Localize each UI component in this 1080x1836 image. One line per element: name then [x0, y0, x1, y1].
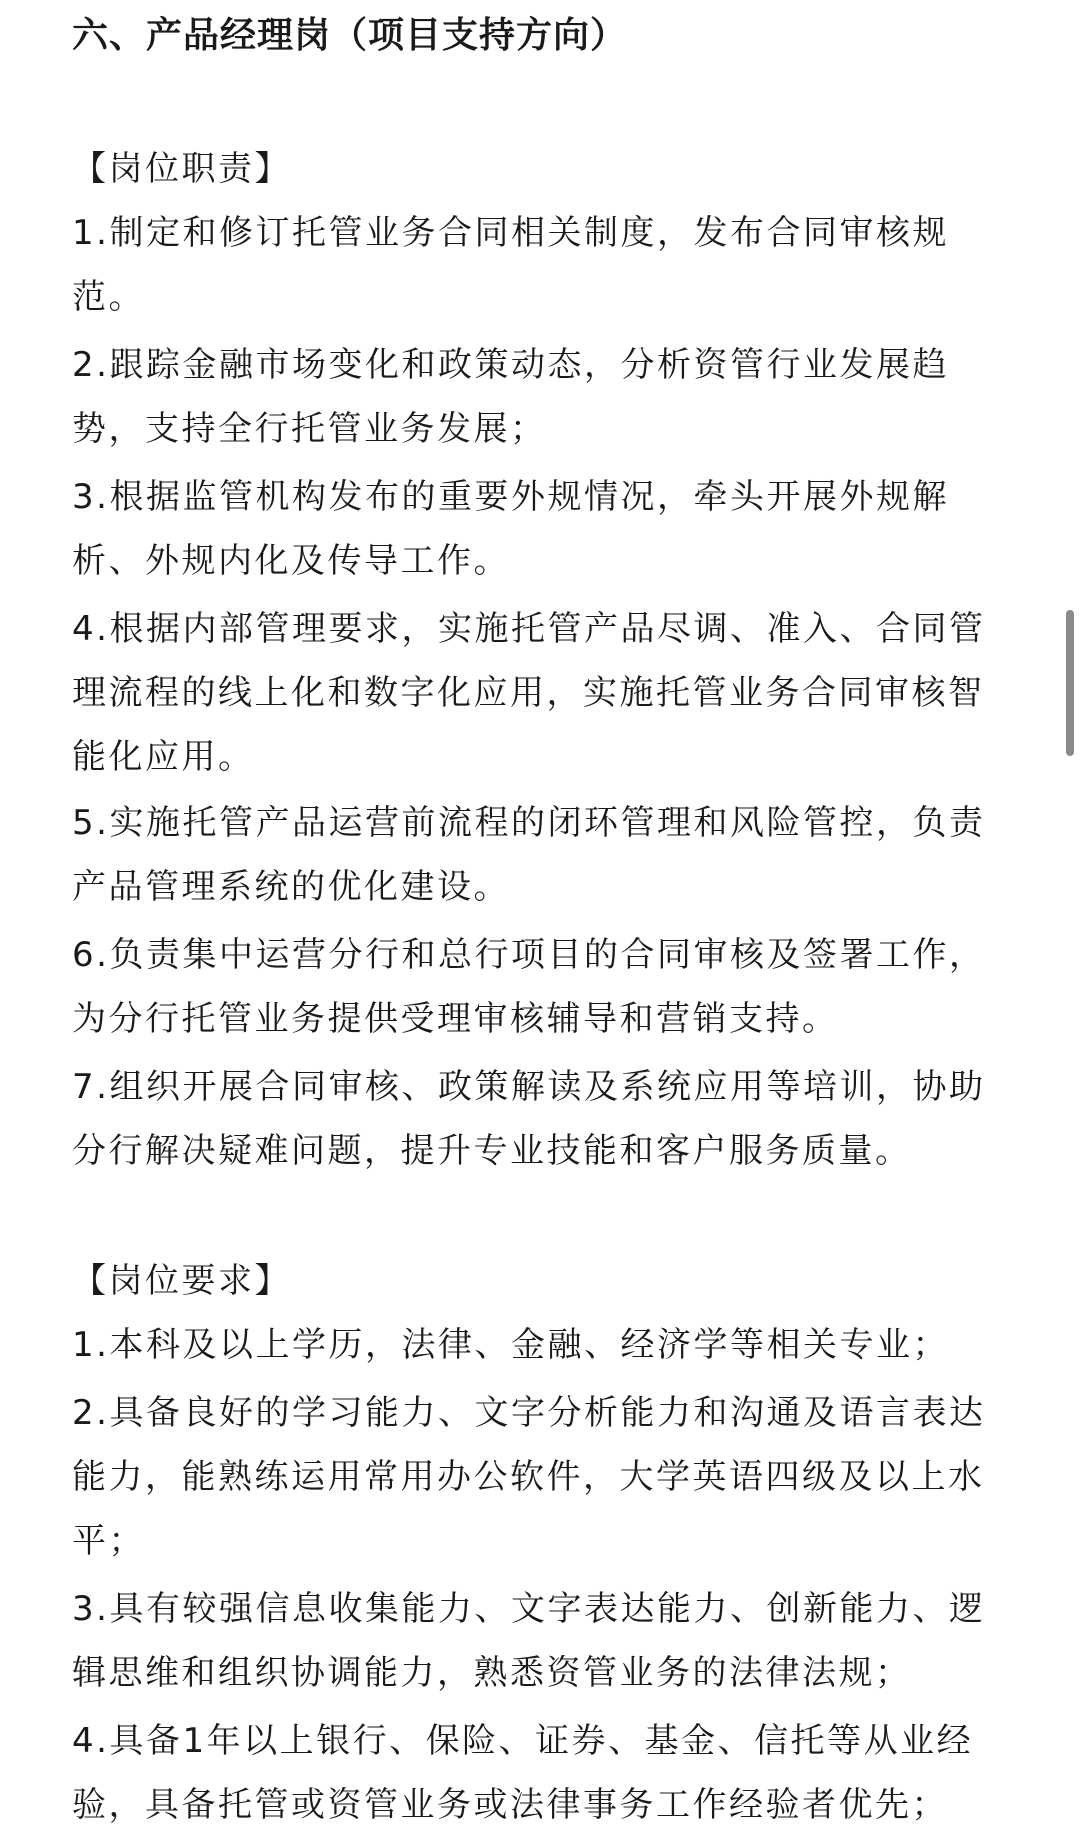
- requirement-line: 平；: [72, 1521, 145, 1561]
- responsibility-line: 3.根据监管机构发布的重要外规情况，牵头开展外规解: [72, 477, 949, 517]
- responsibility-line: 2.跟踪金融市场变化和政策动态，分析资管行业发展趋: [72, 345, 949, 385]
- responsibilities-heading: 【岗位职责】: [72, 149, 291, 189]
- responsibility-line: 范。: [72, 277, 145, 317]
- responsibility-line: 4.根据内部管理要求，实施托管产品尽调、准入、合同管: [72, 609, 986, 649]
- responsibility-line: 势，支持全行托管业务发展；: [72, 409, 547, 449]
- requirement-line: 3.具有较强信息收集能力、文字表达能力、创新能力、逻: [72, 1589, 986, 1629]
- requirement-line: 1.本科及以上学历，法律、金融、经济学等相关专业；: [72, 1325, 949, 1365]
- responsibility-line: 能化应用。: [72, 737, 255, 777]
- responsibility-line: 6.负责集中运营分行和总行项目的合同审核及签署工作，: [72, 935, 986, 975]
- responsibility-line: 产品管理系统的优化建设。: [72, 867, 510, 907]
- requirement-line: 4.具备1年以上银行、保险、证券、基金、信托等从业经: [72, 1721, 974, 1761]
- section-title: 六、产品经理岗（项目支持方向）: [72, 15, 628, 56]
- vertical-scrollbar[interactable]: [1066, 610, 1074, 756]
- responsibility-line: 分行解决疑难问题，提升专业技能和客户服务质量。: [72, 1131, 912, 1171]
- responsibility-line: 5.实施托管产品运营前流程的闭环管理和风险管控，负责: [72, 803, 986, 843]
- responsibility-line: 为分行托管业务提供受理审核辅导和营销支持。: [72, 999, 839, 1039]
- responsibility-line: 7.组织开展合同审核、政策解读及系统应用等培训，协助: [72, 1067, 986, 1107]
- requirement-line: 2.具备良好的学习能力、文字分析能力和沟通及语言表达: [72, 1393, 986, 1433]
- requirement-line: 辑思维和组织协调能力，熟悉资管业务的法律法规；: [72, 1653, 912, 1693]
- responsibility-line: 理流程的线上化和数字化应用，实施托管业务合同审核智: [72, 673, 985, 713]
- requirements-heading: 【岗位要求】: [72, 1261, 291, 1301]
- requirement-line: 能力，能熟练运用常用办公软件，大学英语四级及以上水: [72, 1457, 985, 1497]
- responsibility-line: 析、外规内化及传导工作。: [72, 541, 510, 581]
- requirement-line: 验，具备托管或资管业务或法律事务工作经验者优先；: [72, 1785, 948, 1825]
- responsibility-line: 1.制定和修订托管业务合同相关制度，发布合同审核规: [72, 213, 949, 253]
